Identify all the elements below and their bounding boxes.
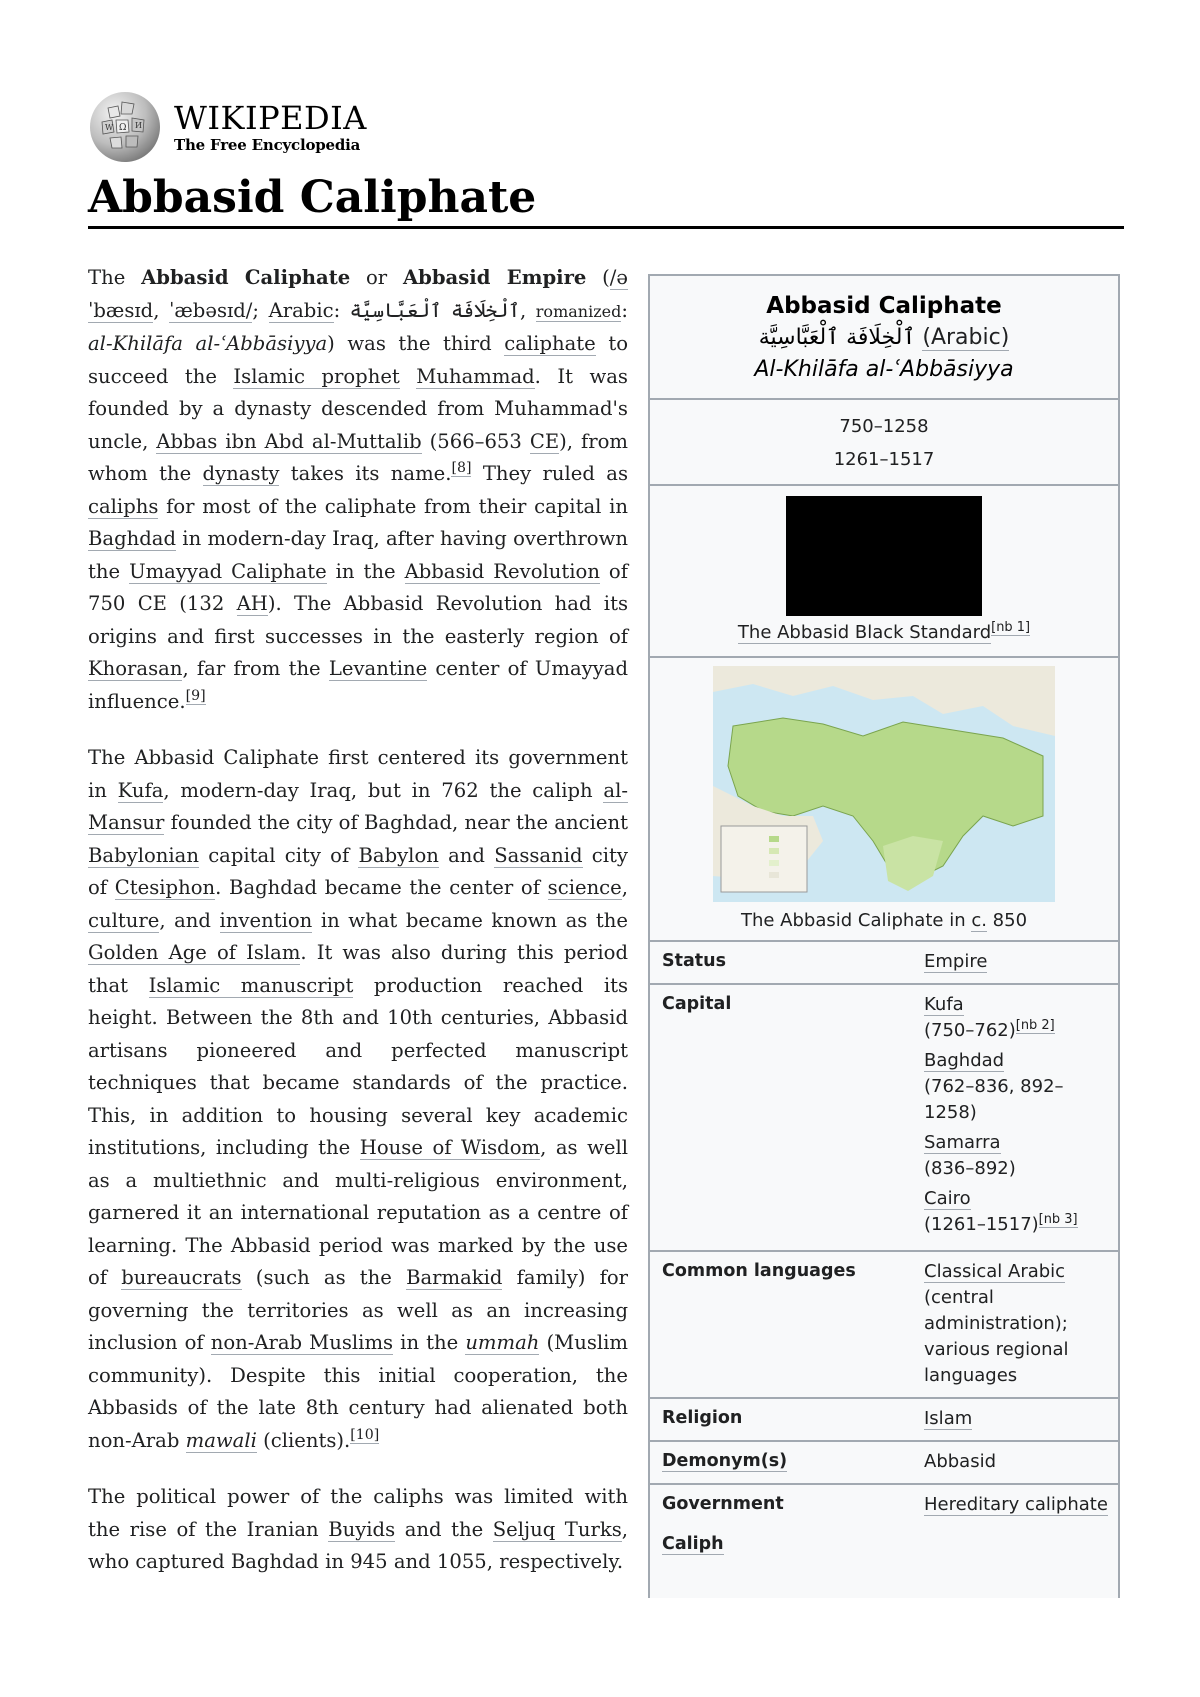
capital-list [924, 992, 1108, 1242]
status-label: Status [662, 951, 727, 971]
infobox-name: Abbasid Caliphate [766, 293, 1002, 319]
link-seljuq-turks[interactable]: Seljuq Turks [492, 1517, 622, 1541]
link-caliphs[interactable]: caliphs [88, 494, 159, 518]
arabic-name: ٱلْخِلَافَة ٱلْعَبَّاسِيَّة [349, 298, 520, 322]
link-golden-age[interactable]: Golden Age of Islam [88, 941, 301, 964]
infobox [648, 274, 1120, 1598]
link-ctesiphon[interactable]: Ctesiphon [114, 876, 216, 899]
map-caption: The Abbasid Caliphate in c. 850 [740, 910, 1028, 931]
map-legend [721, 826, 807, 892]
link-non-arab-muslims[interactable]: non-Arab Muslims [210, 1331, 394, 1354]
link-islam[interactable]: Islam [924, 1408, 973, 1429]
note-nb2[interactable]: [nb 2] [1015, 1018, 1055, 1033]
row-government [650, 1485, 1118, 1526]
religion-label: Religion [662, 1408, 743, 1428]
flag-caption [650, 620, 1118, 646]
ipa-link[interactable]: /əˈbæsɪd [88, 266, 628, 322]
link-baghdad[interactable]: Baghdad [88, 527, 177, 550]
capital-label: Capital [662, 994, 732, 1014]
note-nb1[interactable]: [nb 1] [991, 620, 1031, 635]
wikipedia-globe-icon [88, 90, 162, 164]
paragraph-2: The Abbasid Caliphate first centered its government in Kufa, modern-day Iraq, but in 762 the caliph al-Mansur founded the city of Baghdad, near the ancient Babylonian capital city of Babylon and Sassanid city of Ctesiphon. Baghdad became the center of science, culture, and invention in what became known as the Golden Age of Islam. It was also during this period that Islamic manuscript production reached its height. Between the 8th and 10th centuries, Abbasid artisans pioneered and perfected manuscript techniques that became standards of the practice. This, in addition to housing several key academic institutions, including the House of Wisdom, as well as a multiethnic and multi-religious environment, garnered it an international reputation as a centre of learning. The Abbasid period was marked by the use of bureaucrats (such as the Barmakid family) for governing the territories as well as an increasing inclusion of non-Arab Muslims in the ummah (Muslim community). Despite this initial cooperation, the Abbasids of the late 8th century had alienated both non-Arab mawali (clients).[10] [88, 746, 629, 1452]
languages-label: Common languages [662, 1261, 856, 1281]
capital-item: Kufa (750–762)[nb 2] [924, 994, 1055, 1041]
infobox-dates [650, 400, 1118, 486]
date-range-2: 1261–1517 [833, 449, 935, 470]
link-al-mansur[interactable]: al-Mansur [88, 778, 628, 834]
link-capital-samarra[interactable]: Samarra [924, 1132, 1001, 1153]
link-ummah[interactable]: ummah [465, 1331, 540, 1354]
row-status [650, 942, 1118, 985]
link-ce[interactable]: CE [529, 429, 560, 453]
svg-text:И: И [135, 121, 142, 130]
link-abbas[interactable]: Abbas ibn Abd al-Muttalib [156, 429, 422, 453]
page-title: Abbasid Caliphate [88, 172, 537, 223]
infobox-title [650, 276, 1118, 400]
link-kufa[interactable]: Kufa [117, 778, 164, 802]
article-body [88, 262, 628, 1603]
empire-map[interactable] [713, 666, 1055, 902]
link-islamic-manuscript[interactable]: Islamic manuscript [148, 973, 354, 997]
link-khorasan[interactable]: Khorasan [88, 657, 183, 680]
wordmark [174, 100, 367, 154]
date-range-1: 750–1258 [839, 416, 929, 437]
row-demonym [650, 1442, 1118, 1485]
map-legend-swatch-4 [769, 872, 779, 878]
infobox-map-section [650, 658, 1118, 942]
infobox-arabic: ٱلْخِلَافَة ٱلْعَبَّاسِيَّة (Arabic) [758, 325, 1010, 350]
wordmark-tagline: The Free Encyclopedia [174, 136, 361, 154]
link-hereditary-caliphate[interactable]: Hereditary caliphate [924, 1494, 1108, 1515]
status-value-link[interactable]: Empire [924, 951, 988, 972]
infobox-transliteration: Al-Khilāfa al-ʿAbbāsiyya [754, 357, 1014, 382]
wordmark-name: WIKIPEDIA [174, 99, 367, 137]
map-legend-swatch-2 [769, 848, 779, 854]
row-capital [650, 985, 1118, 1252]
link-ah[interactable]: AH [236, 592, 268, 615]
ipa-link-2[interactable]: ˈæbəsɪd/ [169, 298, 253, 322]
title-divider [88, 226, 1124, 229]
paragraph-1: The Abbasid Caliphate or Abbasid Empire (/əˈbæsɪd, ˈæbəsɪd/; Arabic: ٱلْخِلَافَة ٱلْعَبَّاسِيَّة, romanized: al-Khilāfa al-ʿAbbāsiyya) was the third caliphate to succeed the Islamic prophet Muhammad. It was founded by a dynasty descended from Muhammad's uncle, Abbas ibn Abd al-Muttalib (566–653 CE), from whom the dynasty takes its name.[8] They ruled as caliphs for most of the caliphate from their capital in Baghdad in modern-day Iraq, after having overthrown the Umayyad Caliphate in the Abbasid Revolution of 750 CE (132 AH). The Abbasid Revolution had its origins and first successes in the easterly region of Khorasan, far from the Levantine center of Umayyad influence.[9] [88, 266, 629, 713]
link-capital-cairo[interactable]: Cairo [924, 1188, 971, 1209]
reference-9[interactable]: [9] [185, 687, 206, 704]
infobox-arabic-link[interactable]: (Arabic) [922, 325, 1010, 350]
link-science[interactable]: science [547, 876, 622, 899]
link-capital-baghdad[interactable]: Baghdad [924, 1050, 1005, 1071]
infobox-flag-section [650, 486, 1118, 658]
link-dynasty[interactable]: dynasty [202, 462, 280, 485]
capital-item: Cairo (1261–1517)[nb 3] [924, 1188, 1078, 1235]
capital-item: Baghdad (762–836, 892–1258) [924, 1050, 1064, 1123]
link-babylonian[interactable]: Babylonian [88, 843, 199, 867]
link-buyids[interactable]: Buyids [328, 1517, 396, 1541]
link-house-of-wisdom[interactable]: House of Wisdom [359, 1136, 541, 1159]
reference-8[interactable]: [8] [451, 460, 472, 477]
page-header [88, 90, 1124, 223]
svg-text:W: W [105, 123, 114, 132]
link-culture[interactable]: culture [88, 908, 160, 932]
demonym-label-link[interactable]: Demonym(s) [662, 1451, 788, 1471]
caliph-link[interactable]: Caliph [662, 1534, 724, 1554]
link-classical-arabic[interactable]: Classical Arabic [924, 1261, 1066, 1282]
row-religion [650, 1399, 1118, 1442]
circa-link[interactable]: c. [971, 910, 987, 931]
government-label: Government [662, 1494, 784, 1514]
svg-text:Ω: Ω [119, 123, 127, 133]
wikipedia-logo[interactable] [88, 90, 1124, 164]
reference-10[interactable]: [10] [350, 1426, 380, 1443]
link-bureaucrats[interactable]: bureaucrats [121, 1266, 242, 1289]
romanization-link[interactable]: romanized [535, 301, 622, 321]
paragraph-3: The political power of the caliphs was limited with the rise of the Iranian Buyids and the Seljuq Turks, who captured Baghdad in 945 and 1055, respectively. [88, 1485, 628, 1573]
link-invention[interactable]: invention [219, 908, 313, 932]
flag-caption-link[interactable]: The Abbasid Black Standard [737, 622, 992, 643]
map-legend-swatch-1 [769, 836, 779, 842]
link-babylon[interactable]: Babylon [358, 843, 439, 867]
demonym-value: Abbasid [924, 1451, 996, 1472]
link-barmakid[interactable]: Barmakid [406, 1266, 503, 1289]
link-mawali[interactable]: mawali [185, 1428, 257, 1452]
caliph-label [650, 1526, 1118, 1563]
link-islamic-prophet[interactable]: Islamic prophet [233, 364, 400, 388]
black-standard-flag[interactable] [786, 496, 982, 616]
row-languages: Common languages Classical Arabic (central administration); various regional languages [650, 1252, 1118, 1399]
link-muhammad[interactable]: Muhammad [416, 364, 535, 388]
arabic-language-link[interactable]: Arabic [268, 298, 334, 322]
link-sassanid[interactable]: Sassanid [494, 843, 583, 867]
capital-item: Samarra (836–892) [924, 1132, 1016, 1179]
link-umayyad-caliphate[interactable]: Umayyad Caliphate [129, 559, 327, 583]
link-capital-kufa[interactable]: Kufa [924, 994, 964, 1015]
map-legend-swatch-3 [769, 860, 779, 866]
link-abbasid-revolution[interactable]: Abbasid Revolution [404, 559, 600, 583]
link-caliphate[interactable]: caliphate [504, 332, 596, 355]
link-levantine[interactable]: Levantine [328, 657, 428, 680]
note-nb3[interactable]: [nb 3] [1038, 1212, 1078, 1227]
